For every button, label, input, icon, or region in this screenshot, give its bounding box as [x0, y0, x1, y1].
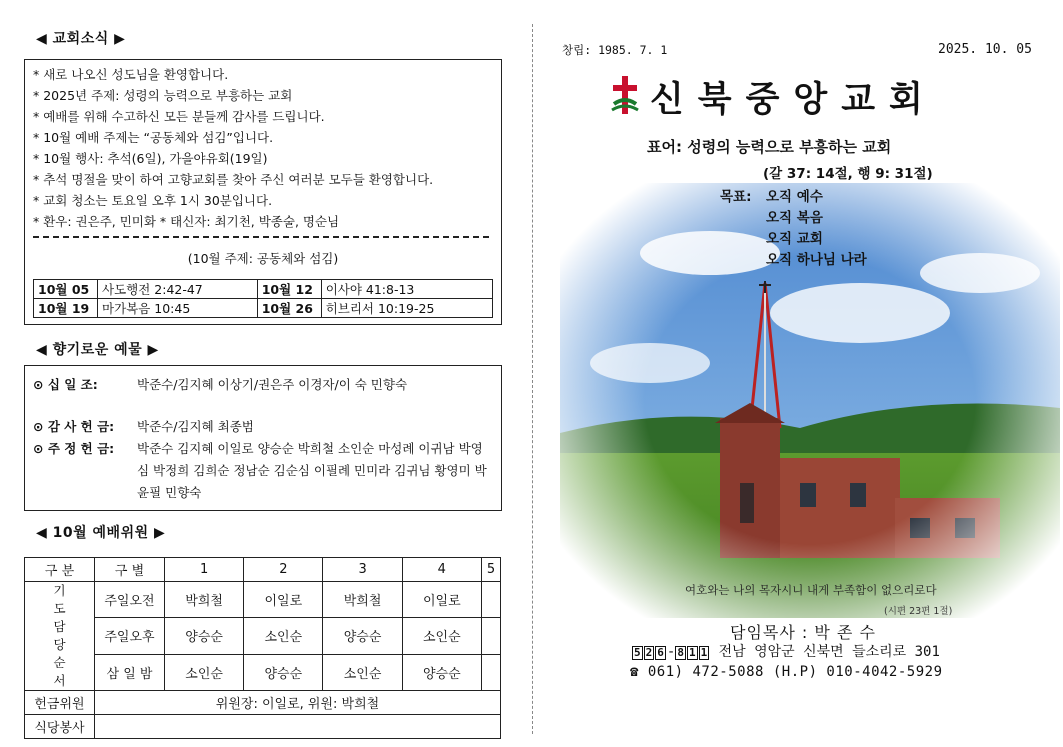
founded-date: 창립: 1985. 7. 1	[562, 43, 668, 57]
zip-digit: 1	[700, 646, 708, 659]
duty-header: 4	[402, 558, 481, 582]
zip-digit: 5	[634, 646, 641, 659]
duty-cell	[481, 618, 500, 654]
schedule-text: 히브리서 10:19-25	[321, 299, 492, 318]
duty-header: 2	[244, 558, 323, 582]
news-line: * 교회 청소는 토요일 오후 1시 30분입니다.	[33, 193, 273, 208]
duty-row-name: 주일오전	[95, 582, 165, 618]
zip-digit: 1	[688, 646, 696, 659]
duty-cell: 양승순	[165, 618, 244, 654]
duty-cell: 소인순	[244, 618, 323, 654]
schedule-date: 10월 05	[34, 280, 98, 299]
duty-header: 1	[165, 558, 244, 582]
offering-committee-label: 헌금위원	[25, 691, 95, 715]
duty-header: 구 별	[95, 558, 165, 582]
cross-logo-icon	[610, 74, 640, 116]
motto: 표어: 성령의 능력으로 부흥하는 교회	[647, 138, 892, 156]
thanks-names: 박준수/김지혜 최종범	[137, 419, 254, 434]
zip-digit: 2	[645, 646, 653, 659]
fold-divider	[532, 24, 533, 734]
duty-cell: 이일로	[244, 582, 323, 618]
duty-section-title: ◀ 10월 예배위원 ▶	[36, 525, 166, 541]
church-name: 신북중앙교회	[650, 80, 937, 120]
duty-cell: 박희철	[323, 582, 402, 618]
zip-digit: 8	[677, 646, 684, 659]
news-box	[24, 59, 502, 325]
duty-cell: 소인순	[323, 654, 402, 690]
pastor-name: 담임목사 : 박 존 수	[730, 623, 876, 642]
dashed-divider	[33, 236, 489, 238]
psalm-quote: 여호와는 나의 목자시니 내게 부족함이 없으리로다	[685, 583, 937, 597]
duty-cell: 소인순	[165, 654, 244, 690]
goal-item: 오직 교회	[766, 231, 823, 247]
news-section-title: ◀ 교회소식 ▶	[36, 31, 126, 47]
phone-numbers: ☎ 061) 472-5088 (H.P) 010-4042-5929	[630, 664, 943, 680]
schedule-text: 사도행전 2:42-47	[98, 280, 258, 299]
news-line: * 추석 명절을 맞이 하여 고향교회를 찾아 주신 여러분 모두들 환영합니다.	[33, 172, 434, 187]
duty-cell: 양승순	[402, 654, 481, 690]
motto-verse: (갈 37: 14절, 행 9: 31절)	[763, 166, 933, 182]
duty-row-name: 주일오후	[95, 618, 165, 654]
goal-item: 오직 복음	[766, 210, 823, 226]
duty-cell: 소인순	[402, 618, 481, 654]
duty-cell	[481, 654, 500, 690]
schedule-text: 이사야 41:8-13	[321, 280, 492, 299]
zip-digit: 6	[657, 646, 664, 659]
duty-header: 5	[481, 558, 500, 582]
goal-label: 목표:	[720, 189, 752, 205]
news-line: * 2025년 주제: 성령의 능력으로 부흥하는 교회	[33, 88, 293, 103]
weekly-label: ⊙ 주 정 헌 금:	[33, 441, 115, 456]
duty-table	[24, 557, 501, 739]
bulletin-date: 2025. 10. 05	[938, 42, 1032, 57]
news-line: * 새로 나오신 성도님을 환영합니다.	[33, 67, 229, 82]
news-line: * 10월 예배 주제는 “공동체와 섬김”입니다.	[33, 130, 274, 145]
address: 5 2 6 - 8 1 1 전남 영암군 신북면 들소리로 301	[634, 644, 940, 660]
goal-item: 오직 예수	[766, 189, 823, 205]
tithe-label: ⊙ 십 일 조:	[33, 377, 98, 392]
offering-box	[24, 365, 502, 511]
psalm-reference: (시편 23편 1절)	[884, 606, 953, 617]
schedule-text: 마가복음 10:45	[98, 299, 258, 318]
duty-cell: 양승순	[323, 618, 402, 654]
schedule-date: 10월 12	[257, 280, 321, 299]
offering-section-title: ◀ 향기로운 예물 ▶	[36, 342, 159, 358]
duty-header: 3	[323, 558, 402, 582]
sermon-schedule-table	[33, 279, 493, 318]
news-line: * 10월 행사: 추석(6일), 가을야유회(19일)	[33, 151, 268, 166]
thanks-label: ⊙ 감 사 헌 금:	[33, 419, 115, 434]
prayer-group-label: 기 도 담 당 순 서	[25, 582, 95, 691]
schedule-date: 10월 19	[34, 299, 98, 318]
address-text: 전남 영암군 신북면 들소리로 301	[718, 644, 940, 660]
duty-cell: 양승순	[244, 654, 323, 690]
goal-item: 오직 하나님 나라	[766, 252, 867, 268]
weekly-names: 박준수 김지혜 이일로 양승순 박희철 소인순 마성례 이귀남 박영심 박정희 김희순 정남순 김순심 이필례 민미라 김귀님 황영미 박윤필 민향숙	[137, 441, 487, 500]
offering-committee-text: 위원장: 이일로, 위원: 박희철	[95, 691, 501, 715]
schedule-date: 10월 26	[257, 299, 321, 318]
duty-row-name: 삼 일 밤	[95, 654, 165, 690]
kitchen-service-text	[95, 715, 501, 739]
duty-header: 구 분	[25, 558, 95, 582]
duty-cell: 이일로	[402, 582, 481, 618]
news-line: * 예배를 위해 수고하신 모든 분들께 감사를 드립니다.	[33, 109, 325, 124]
duty-cell: 박희철	[165, 582, 244, 618]
news-line: * 환우: 권은주, 민미화 * 태신자: 최기천, 박종술, 명순님	[33, 214, 340, 229]
tithe-names: 박준수/김지혜 이상기/권은주 이경자/이 숙 민향숙	[137, 377, 408, 392]
duty-cell	[481, 582, 500, 618]
monthly-theme: (10월 주제: 공동체와 섬김)	[187, 251, 339, 266]
kitchen-service-label: 식당봉사	[25, 715, 95, 739]
